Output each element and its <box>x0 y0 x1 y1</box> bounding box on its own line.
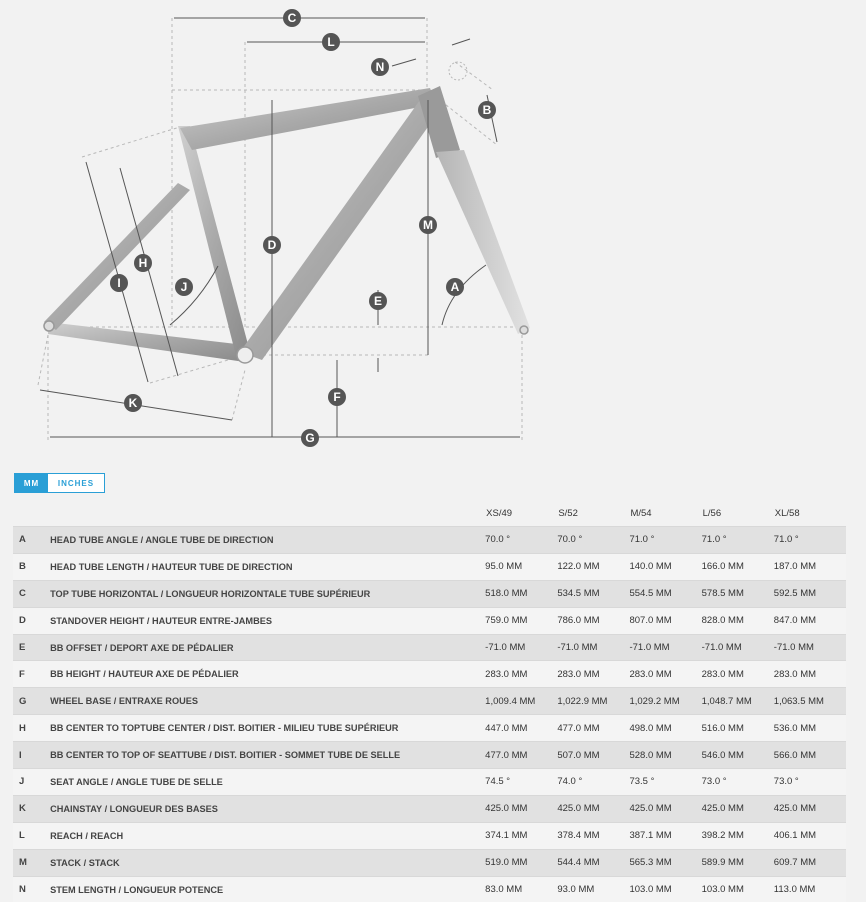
row-key: D <box>13 607 50 634</box>
row-key: M <box>13 849 50 876</box>
row-label: STACK / STACK <box>50 849 485 876</box>
table-row <box>13 822 846 849</box>
marker-h <box>134 254 152 272</box>
row-value: 554.5 MM <box>629 580 701 607</box>
row-value: 847.0 MM <box>774 607 846 634</box>
row-value: 71.0 ° <box>629 527 701 554</box>
row-label: STEM LENGTH / LONGUEUR POTENCE <box>50 876 485 902</box>
row-key: B <box>13 553 50 580</box>
size-header: XS/49 <box>486 507 513 519</box>
marker-b <box>478 101 496 119</box>
row-label: BB HEIGHT / HAUTEUR AXE DE PÉDALIER <box>50 661 485 688</box>
row-value: 387.1 MM <box>629 822 701 849</box>
row-value: 544.4 MM <box>557 849 629 876</box>
table-row <box>13 742 846 769</box>
row-value: 71.0 ° <box>702 527 774 554</box>
row-value: 519.0 MM <box>485 849 557 876</box>
row-value: 70.0 ° <box>485 527 557 554</box>
row-key: K <box>13 795 50 822</box>
table-row <box>13 634 846 661</box>
marker-e <box>369 292 387 310</box>
row-value: 73.0 ° <box>702 769 774 796</box>
row-value: 425.0 MM <box>629 795 701 822</box>
row-value: 73.5 ° <box>629 769 701 796</box>
row-value: 536.0 MM <box>774 715 846 742</box>
row-value: 95.0 MM <box>485 553 557 580</box>
svg-text:B: B <box>482 103 492 117</box>
svg-text:C: C <box>287 11 297 25</box>
table-row <box>13 553 846 580</box>
row-value: 534.5 MM <box>557 580 629 607</box>
size-header: M/54 <box>630 507 652 519</box>
unit-toggle <box>14 473 105 493</box>
row-value: 565.3 MM <box>629 849 701 876</box>
svg-text:K: K <box>128 396 138 410</box>
row-label: CHAINSTAY / LONGUEUR DES BASES <box>50 795 485 822</box>
row-value: 477.0 MM <box>485 742 557 769</box>
marker-l <box>322 33 340 51</box>
table-row <box>13 527 846 554</box>
row-label: BB OFFSET / DEPORT AXE DE PÉDALIER <box>50 634 485 661</box>
row-value: -71.0 MM <box>557 634 629 661</box>
size-header: L/56 <box>702 507 722 519</box>
marker-f <box>328 388 346 406</box>
row-value: 187.0 MM <box>774 553 846 580</box>
row-value: 283.0 MM <box>702 661 774 688</box>
row-value: 425.0 MM <box>702 795 774 822</box>
row-value: 1,029.2 MM <box>629 688 701 715</box>
bike-frame <box>44 86 530 363</box>
row-key: E <box>13 634 50 661</box>
row-value: 528.0 MM <box>629 742 701 769</box>
row-key: N <box>13 876 50 902</box>
row-value: -71.0 MM <box>702 634 774 661</box>
table-row <box>13 688 846 715</box>
marker-m <box>419 216 437 234</box>
svg-text:A: A <box>450 280 460 294</box>
table-row <box>13 769 846 796</box>
marker-j <box>175 278 193 296</box>
row-label: HEAD TUBE LENGTH / HAUTEUR TUBE DE DIRECTION <box>50 553 485 580</box>
row-value: 83.0 MM <box>485 876 557 902</box>
svg-text:G: G <box>305 431 315 445</box>
row-value: -71.0 MM <box>629 634 701 661</box>
row-value: 283.0 MM <box>557 661 629 688</box>
row-key: L <box>13 822 50 849</box>
svg-text:H: H <box>138 256 148 270</box>
row-value: 74.0 ° <box>557 769 629 796</box>
row-value: 70.0 ° <box>557 527 629 554</box>
row-value: 425.0 MM <box>557 795 629 822</box>
row-value: 786.0 MM <box>557 607 629 634</box>
size-header: S/52 <box>558 507 578 519</box>
row-value: 103.0 MM <box>702 876 774 902</box>
table-row <box>13 876 846 902</box>
svg-text:D: D <box>267 238 277 252</box>
row-value: -71.0 MM <box>774 634 846 661</box>
row-value: 73.0 ° <box>774 769 846 796</box>
row-value: 477.0 MM <box>557 715 629 742</box>
table-row <box>13 661 846 688</box>
row-key: C <box>13 580 50 607</box>
row-label: BB CENTER TO TOPTUBE CENTER / DIST. BOITIER - MILIEU TUBE SUPÉRIEUR <box>50 715 485 742</box>
row-value: 1,063.5 MM <box>774 688 846 715</box>
row-value: 516.0 MM <box>702 715 774 742</box>
row-value: 283.0 MM <box>485 661 557 688</box>
table-row <box>13 580 846 607</box>
row-key: G <box>13 688 50 715</box>
marker-c <box>283 9 301 27</box>
row-value: 398.2 MM <box>702 822 774 849</box>
row-label: REACH / REACH <box>50 822 485 849</box>
row-value: 406.1 MM <box>774 822 846 849</box>
row-value: 378.4 MM <box>557 822 629 849</box>
row-label: HEAD TUBE ANGLE / ANGLE TUBE DE DIRECTION <box>50 527 485 554</box>
row-key: A <box>13 527 50 554</box>
svg-text:I: I <box>117 276 121 290</box>
row-key: J <box>13 769 50 796</box>
table-row <box>13 795 846 822</box>
row-label: WHEEL BASE / ENTRAXE ROUES <box>50 688 485 715</box>
row-value: 425.0 MM <box>485 795 557 822</box>
svg-text:E: E <box>373 294 383 308</box>
dimension-markers <box>110 9 496 447</box>
row-value: 74.5 ° <box>485 769 557 796</box>
row-value: 113.0 MM <box>774 876 846 902</box>
row-value: 578.5 MM <box>702 580 774 607</box>
row-value: 828.0 MM <box>702 607 774 634</box>
row-value: 1,022.9 MM <box>557 688 629 715</box>
row-value: 566.0 MM <box>774 742 846 769</box>
size-header: XL/58 <box>774 507 800 519</box>
row-value: 518.0 MM <box>485 580 557 607</box>
row-label: STANDOVER HEIGHT / HAUTEUR ENTRE-JAMBES <box>50 607 485 634</box>
row-value: 546.0 MM <box>702 742 774 769</box>
svg-text:J: J <box>180 280 188 294</box>
row-value: 1,048.7 MM <box>702 688 774 715</box>
row-value: 93.0 MM <box>557 876 629 902</box>
row-value: 759.0 MM <box>485 607 557 634</box>
svg-text:F: F <box>333 390 341 404</box>
row-value: 1,009.4 MM <box>485 688 557 715</box>
row-key: I <box>13 742 50 769</box>
row-label: TOP TUBE HORIZONTAL / LONGUEUR HORIZONTALE TUBE SUPÉRIEUR <box>50 580 485 607</box>
row-value: 592.5 MM <box>774 580 846 607</box>
marker-d <box>263 236 281 254</box>
row-value: 425.0 MM <box>774 795 846 822</box>
row-value: 283.0 MM <box>629 661 701 688</box>
svg-text:L: L <box>327 35 335 49</box>
marker-k <box>124 394 142 412</box>
row-value: 507.0 MM <box>557 742 629 769</box>
row-value: 283.0 MM <box>774 661 846 688</box>
table-row <box>13 607 846 634</box>
row-value: 498.0 MM <box>629 715 701 742</box>
table-row <box>13 715 846 742</box>
table-row <box>13 849 846 876</box>
row-value: 140.0 MM <box>629 553 701 580</box>
unit-inches-button[interactable]: INCHES <box>48 474 104 492</box>
row-value: 589.9 MM <box>702 849 774 876</box>
row-value: 122.0 MM <box>557 553 629 580</box>
geometry-table <box>13 500 846 902</box>
row-value: 447.0 MM <box>485 715 557 742</box>
row-key: H <box>13 715 50 742</box>
row-key: F <box>13 661 50 688</box>
row-label: BB CENTER TO TOP OF SEATTUBE / DIST. BOITIER - SOMMET TUBE DE SELLE <box>50 742 485 769</box>
reference-lines <box>38 18 522 440</box>
row-value: 609.7 MM <box>774 849 846 876</box>
marker-g <box>301 429 319 447</box>
row-value: 71.0 ° <box>774 527 846 554</box>
marker-n <box>371 58 389 76</box>
row-value: 103.0 MM <box>629 876 701 902</box>
marker-a <box>446 278 464 296</box>
svg-text:M: M <box>423 218 433 232</box>
row-value: 374.1 MM <box>485 822 557 849</box>
dimension-lines <box>40 18 520 437</box>
row-value: 807.0 MM <box>629 607 701 634</box>
row-value: -71.0 MM <box>485 634 557 661</box>
svg-text:N: N <box>375 60 385 74</box>
row-value: 166.0 MM <box>702 553 774 580</box>
unit-mm-button[interactable]: MM <box>15 474 48 492</box>
row-label: SEAT ANGLE / ANGLE TUBE DE SELLE <box>50 769 485 796</box>
marker-i <box>110 274 128 292</box>
table-header-row <box>13 500 846 527</box>
